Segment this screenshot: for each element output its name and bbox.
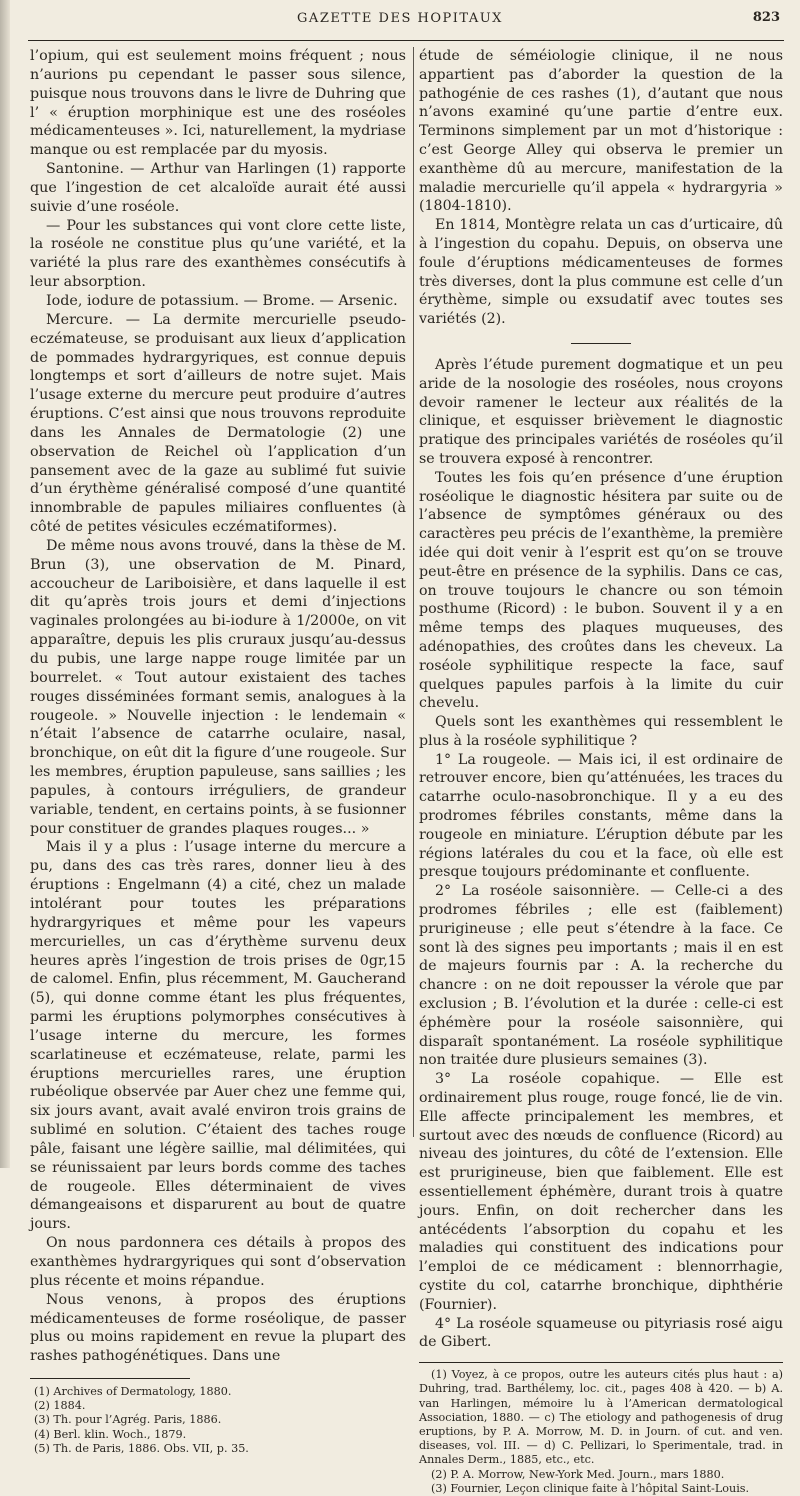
footnote-rule	[419, 1362, 783, 1363]
paragraph: Après l’étude purement dogmatique et un peu aride de la nosologie des roséoles, nous croyons devoir ramener le lecteur aux réalités de la clinique, et esquisser brièvement le diagnostic pratique des principales variétés de roséoles qu’il se trouvera exposé à rencontrer.	[419, 356, 783, 467]
paragraph: Santonine. — Arthur van Harlingen (1) rapporte que l’ingestion de cet alcaloïde aurait été aussi suivie d’une roséole.	[30, 161, 406, 215]
paragraph: Mais il y a plus : l’usage interne du mercure a pu, dans des cas très rares, donner lieu à des éruptions : Engelmann (4) a cité, chez un malade intolérant pour toutes les préparations hydrargyriques et même pour les vapeurs mercurielles, un cas d’érythème survenu deux heures après l’ingestion de trois prises de 0gr,15 de calomel. Enfin, plus récemment, M. Gaucherand (5), qui donne comme étant les plus fréquentes, parmi les éruptions polymorphes consécutives à l’usage interne du mercure, les formes scarlatineuse et eczémateuse, relate, parmi les éruptions mercurielles rares, une éruption rubéolique observée par Auer chez une femme qui, six jours avant, avait avalé environ trois grains de sublimé en solution. C’étaient des taches rouge pâle, faisant une légère saillie, mal délimitées, qui se réunissaient par leurs bords comme des taches de rougeole. Elles déterminaient de vives démangeaisons et disparurent au bout de quatre jours.	[30, 839, 406, 1233]
page-header	[0, 8, 800, 32]
footnote: (1) Voyez, à ce propos, outre les auteurs cités plus haut : a) Duhring, trad. Barthélemy, loc. cit., pages 408 à 420. — b) A. van Harlingen, mémoire lu à l’American dermatological Association, 1880. — c) The etiology and pathogenesis of drug eruptions, by P. A. Morrow, M. D. in Journ. of cut. and ven. diseases, vol. III. — d) C. Pellizari, lo Sperimentale, trad. in Annales Derm., 1885, etc., etc.	[419, 1368, 783, 1467]
paragraph: Mercure. — La dermite mercurielle pseudo-eczémateuse, se produisant aux lieux d’application de pommades hydrargyriques, est connue depuis longtemps et sort d’ailleurs de notre sujet. Mais l’usage externe du mercure peut produire d’autres éruptions. C’est ainsi que nous trouvons reproduite dans les Annales de Dermatologie (2) une observation de Reichel où l’application d’un pansement avec de la gaze au sublimé fut suivie d’un érythème généralisé composé d’une quantité innombrable de papules miliaires confluentes (à côté de petites vésicules eczématiformes).	[30, 311, 406, 536]
footnote: (3) Th. pour l’Agrég. Paris, 1886.	[34, 1413, 222, 1427]
left-footnotes	[30, 1385, 406, 1456]
paragraph: Quels sont les exanthèmes qui ressemblent le plus à la roséole syphilitique ?	[419, 714, 783, 749]
left-column	[30, 47, 406, 1456]
left-column-body	[30, 47, 406, 1366]
paragraph: 1° La rougeole. — Mais ici, il est ordinaire de retrouver encore, bien qu’atténuées, les traces du catarrhe oculo-nasobronchique. Il y a eu des prodromes fébriles constants, même dans la rougeole en miniature. L’éruption débute par les régions latérales du cou et la face, où elle est presque toujours prédominante et confluente.	[419, 751, 783, 881]
footnote: (2) P. A. Morrow, New-York Med. Journ., mars 1880.	[431, 1467, 725, 1481]
running-title: GAZETTE DES HOPITAUX	[297, 11, 503, 26]
paragraph: Toutes les fois qu’en présence d’une éruption roséolique le diagnostic hésitera par suite ou de l’absence de symptômes généraux ou des caractères peu précis de l’exanthème, la première idée qui doit venir à l’esprit est qu’on se trouve peut-être en présence de la syphilis. Dans ce cas, on trouve toujours le chancre ou son témoin posthume (Ricord) : le bubon. Souvent il y a en même temps des plaques muqueuses, des adénopathies, des croûtes dans les cheveux. La roséole syphilitique respecte la face, sauf quelques papules parfois à la limite du cuir chevelu.	[419, 469, 783, 712]
footnote: (1) Archives of Dermatology, 1880.	[34, 1385, 232, 1399]
paragraph: 3° La roséole copahique. — Elle est ordinairement plus rouge, rouge foncé, lie de vin. Elle affecte principalement les membres, et surtout avec des nœuds de confluence (Ricord) au niveau des jointures, du côté de l’extension. Elle est prurigineuse, bien que faiblement. Elle est essentiellement éphémère, durant trois à quatre jours. Enfin, on doit rechercher dans les antécédents l’absorption du copahu et les maladies qui constituent des indications pour l’emploi de ce médicament : blennorrhagie, cystite du col, catarrhe bronchique, diphthérie (Fournier).	[419, 1071, 783, 1313]
paragraph: Iode, iodure de potassium. — Brome. — Arsenic.	[46, 292, 398, 309]
right-column	[419, 47, 783, 1496]
paragraph: 2° La roséole saisonnière. — Celle-ci a des prodromes fébriles ; elle est (faiblement) prurigineuse ; elle peut s’étendre à la face. Ce sont là des signes peu importants ; mais il en est de majeurs fournis par : A. la recherche du chancre : on ne doit repousser la vérole que par exclusion ; B. l’évolution et la durée : celle-ci est éphémère pour la roséole saisonnière, qui disparaît spontanément. La roséole syphilitique non traitée dure plusieurs semaines (3).	[419, 883, 783, 1069]
paragraph: étude de séméiologie clinique, il ne nous appartient pas d’aborder la question de la pathogénie de ces rashes (1), d’autant que nous n’avons examiné qu’une partie d’entre eux. Terminons simplement par un mot d’historique : c’est George Alley qui observa le premier un exanthème dû au mercure, manifestation de la maladie mercurielle qu’il appela « hydrargyria » (1804-1810).	[419, 48, 783, 215]
right-column-body	[419, 356, 783, 1352]
footnote: (2) 1884.	[34, 1399, 86, 1413]
column-divider	[413, 47, 414, 1137]
paragraph: De même nous avons trouvé, dans la thèse de M. Brun (3), une observation de M. Pinard, accoucheur de Lariboisière, et dans laquelle il est dit qu’après trois jours et demi d’injections vaginales prolongées au bi-iodure à 1/2000e, on vit apparaître, depuis les plis cruraux jusqu’au-dessus du pubis, une large nappe rouge limitée par un bourrelet. « Tout autour existaient des taches rouges disséminées formant semis, analogues à la rougeole. » Nouvelle injection : le lendemain « n’était l’absence de catarrhe oculaire, nasal, bronchique, on eût dit la figure d’une rougeole. Sur les membres, éruption papuleuse, sans saillies ; les papules, à contours irréguliers, de grandeur variable, tendent, en certains points, à se fusionner pour constituer de grandes plaques rouges... »	[30, 537, 406, 837]
paragraph: 4° La roséole squameuse ou pityriasis rosé aigu de Gibert.	[419, 1315, 783, 1351]
footnote: (3) Fournier, Leçon clinique faite à l’hôpital Saint-Louis.	[431, 1481, 750, 1495]
paragraph: En 1814, Montègre relata un cas d’urticaire, dû à l’ingestion du copahu. Depuis, on observa une foule d’éruptions médicamenteuses de formes très diverses, dont la plus commune est celle d’un érythème, simple ou exsudatif avec toutes ses variétés (2).	[419, 217, 783, 328]
paragraph: Nous venons, à propos des éruptions médicamenteuses de forme roséolique, de passer plus ou moins rapidement en revue la plupart des rashes pathogénétiques. Dans une	[30, 1291, 406, 1365]
header-rule	[28, 40, 784, 41]
paragraph: — Pour les substances qui vont clore cette liste, la roséole ne constitue plus qu’une variété, et la variété la plus rare des exanthèmes consécutifs à leur absorption.	[30, 217, 406, 291]
page-binding-edge	[0, 0, 10, 1168]
section-separator	[571, 343, 631, 344]
paragraph: l’opium, qui est seulement moins fréquent ; nous n’aurions pu cependant le passer sous silence, puisque nous trouvons dans le livre de Duhring que l’ « éruption morphinique est une des roséoles médicamenteuses ». Ici, naturellement, la mydriase manque ou est remplacée par du myosis.	[30, 48, 406, 159]
right-column-body-top	[419, 47, 783, 329]
footnote-rule	[30, 1378, 190, 1379]
page-number: 823	[752, 10, 780, 25]
right-footnotes	[419, 1368, 783, 1496]
footnote: (5) Th. de Paris, 1886. Obs. VII, p. 35.	[34, 1441, 249, 1455]
footnote: (4) Berl. klin. Woch., 1879.	[34, 1427, 187, 1441]
paragraph: On nous pardonnera ces détails à propos des exanthèmes hydrargyriques qui sont d’observation plus récente et moins répandue.	[30, 1235, 406, 1289]
